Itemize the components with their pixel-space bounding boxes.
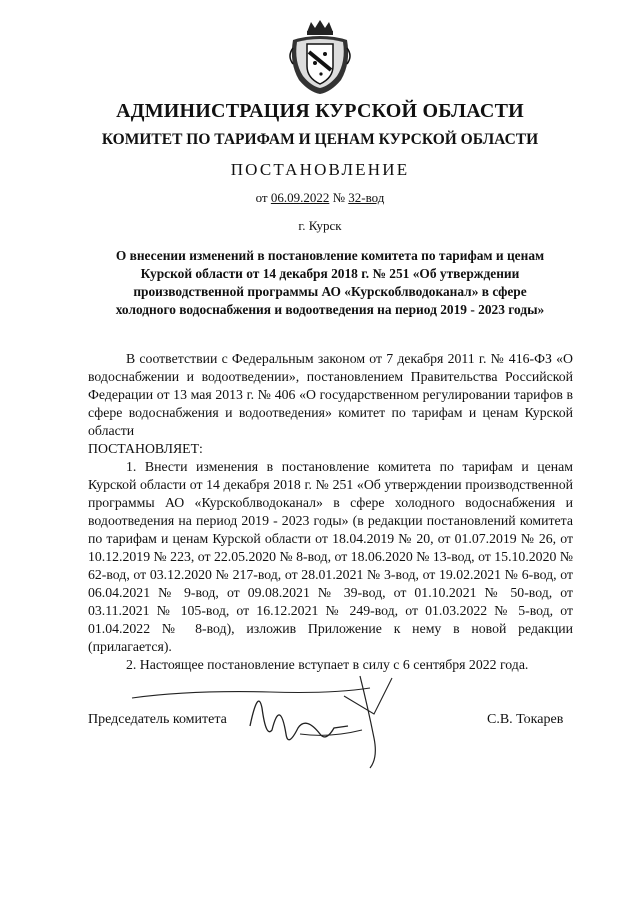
organization-title: АДМИНИСТРАЦИЯ КУРСКОЙ ОБЛАСТИ <box>116 100 524 122</box>
item-2-paragraph: 2. Настоящее постановление вступает в силу с 6 сентября 2022 года. <box>126 657 529 672</box>
preamble-paragraph: В соответствии с Федеральным законом от 7 декабря 2011 г. № 416-ФЗ «О водоснабжении и водоотведении», постановлением Правительства Российской Федерации от 13 мая 2013 г. № 406 «О государственном регулировании тарифов в сфере водоснабжения и водоотведения» комитет по тарифам и ценам Курской области <box>88 351 573 438</box>
number-prefix: № <box>332 190 346 205</box>
committee-title: КОМИТЕТ ПО ТАРИФАМ И ЦЕНАМ КУРСКОЙ ОБЛАСТИ <box>101 131 539 148</box>
coat-of-arms-icon <box>285 18 355 96</box>
document-type: ПОСТАНОВЛЕНИЕ <box>230 160 410 179</box>
document-subject <box>82 247 578 319</box>
document-body <box>88 350 573 674</box>
city: г. Курск <box>298 218 342 233</box>
item-1-paragraph: 1. Внести изменения в постановление комитета по тарифам и ценам Курской области от 14 декабря 2018 г. № 251 «Об утверждении производственной программы АО «Курскоблводоканал» в сфере холодного водоснабжения и водоотведения на период 2019 - 2023 годы» (в редакции постановлений комитета по тарифам и ценам Курской области от 18.04.2019 № 20, от 01.07.2019 № 26, от 10.12.2019 № 223, от 22.05.2020 № 8-вод, от 18.06.2020 № 13-вод, от 15.10.2020 № 62-вод, от 03.12.2020 № 217-вод, от 28.01.2021 № 3-вод, от 19.02.2021 № 6-вод, от 06.04.2021 № 9-вод, от 09.08.2021 № 39-вод, от 01.10.2021 № 50-вод, от 03.11.2021 № 105-вод, от 16.12.2021 № 249-вод, от 01.03.2022 № 5-вод, от 01.04.2022 № 8-вод), изложив Приложение к нему в новой редакции (прилагается). <box>88 459 573 654</box>
subject-line: холодного водоснабжения и водоотведения на период 2019 - 2023 годы» <box>115 302 545 317</box>
signatory-name: С.В. Токарев <box>487 712 564 727</box>
subject-line: Курской области от 14 декабря 2018 г. № 251 «Об утверждении <box>140 266 520 281</box>
decree-word: ПОСТАНОВЛЯЕТ: <box>88 441 203 456</box>
date-prefix: от <box>255 190 268 205</box>
document-date: 06.09.2022 <box>270 190 330 205</box>
document-number: 32-вод <box>348 190 385 205</box>
subject-line: О внесении изменений в постановление комитета по тарифам и ценам <box>115 248 545 263</box>
date-number-line <box>0 190 640 206</box>
signatory-position: Председатель комитета <box>88 712 227 727</box>
subject-line: производственной программы АО «Курскоблводоканал» в сфере <box>133 284 527 299</box>
